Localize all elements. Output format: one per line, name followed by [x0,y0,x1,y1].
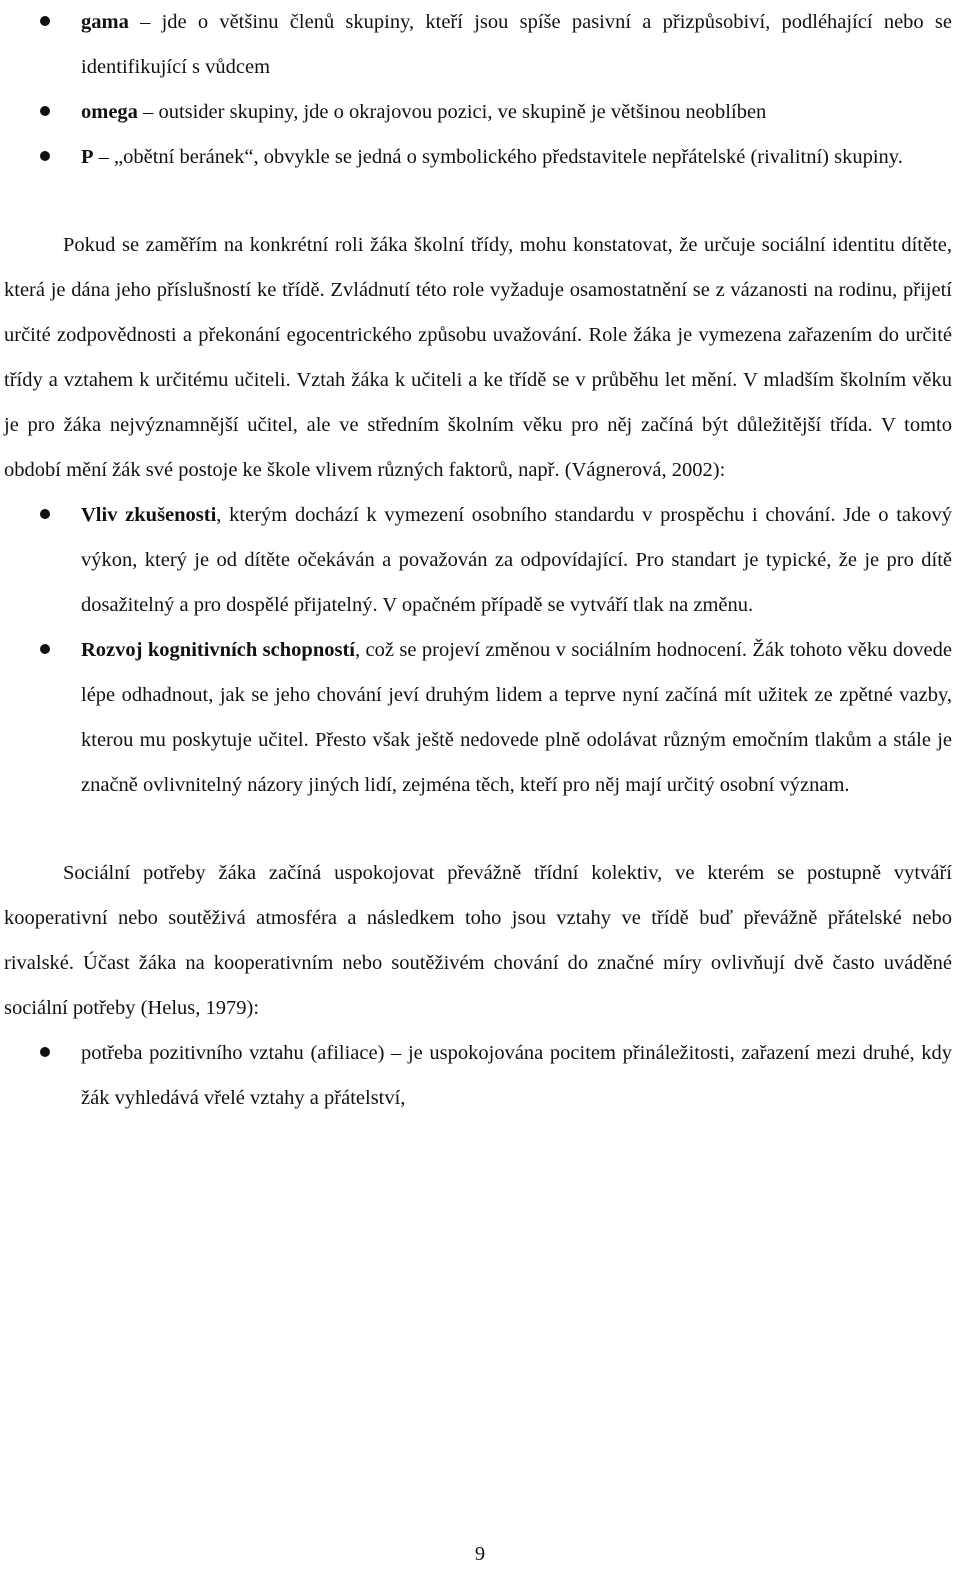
list-item [4,90,952,135]
needs-list [4,1031,952,1121]
item-text: „obětní beránek“, obvykle se jedná o symbolického představitele nepřátelské (rivalitní) skupiny. [114,146,903,168]
item-term: Rozvoj kognitivních schopností [81,639,355,661]
document-page [4,0,952,1121]
spacer [4,808,952,851]
item-term: Vliv zkušenosti [81,504,217,526]
bullet-icon [40,644,50,654]
list-item [4,1031,952,1121]
list-item [4,135,952,180]
bullet-icon [40,106,50,116]
bullet-icon [40,151,50,161]
list-item [4,0,952,90]
item-separator: , [354,639,366,661]
item-text: což se projeví změnou v sociálním hodnocení. Žák tohoto věku dovede lépe odhadnout, jak se jeho chování jeví druhým lidem a teprve nyní začíná mít užitek ze zpětné vazby, kterou mu poskytuje učitel. Přesto však ještě nedovede plně odolávat různým emočním tlakům a stále je značně ovlivnitelný názory jiných lidí, zejména těch, kteří pro něj mají určitý osobní význam. [81,639,952,796]
item-term: omega [81,101,138,123]
list-item [4,628,952,808]
spacer [4,180,952,223]
item-text: potřeba pozitivního vztahu (afiliace) – je uspokojována pocitem přináležitosti, zařazení mezi druhé, kdy žák vyhledává vřelé vztahy a přátelství, [81,1042,952,1109]
item-term: gama [81,11,129,33]
factor-list [4,493,952,808]
role-list [4,0,952,180]
paragraph-student-role: Pokud se zaměřím na konkrétní roli žáka školní třídy, mohu konstatovat, že určuje sociální identitu dítěte, která je dána jeho příslušností ke třídě. Zvládnutí této role vyžaduje osamostatnění se z vázanosti na rodinu, přijetí určité zodpovědnosti a překonání egocentrického způsobu uvažování. Role žáka je vymezena zařazením do určité třídy a vztahem k určitému učiteli. Vztah žáka k učiteli a ke třídě se v průběhu let mění. V mladším školním věku je pro žáka nejvýznamnější učitel, ale ve středním školním věku pro něj začíná být důležitější třída. V tomto období mění žák své postoje ke škole vlivem různých faktorů, např. (Vágnerová, 2002): [4,234,952,481]
bullet-icon [40,1047,50,1057]
item-text: outsider skupiny, jde o okrajovou pozici, ve skupině je většinou neoblíben [158,101,767,123]
bullet-icon [40,16,50,26]
bullet-icon [40,509,50,519]
item-separator: – [93,146,115,168]
item-text: jde o většinu členů skupiny, kteří jsou spíše pasivní a přizpůsobiví, podléhající nebo se identifikující s vůdcem [81,11,952,78]
list-item [4,493,952,628]
page-number: 9 [474,1543,486,1565]
item-separator: – [128,11,162,33]
paragraph-social-needs: Sociální potřeby žáka začíná uspokojovat převážně třídní kolektiv, ve kterém se postupně vytváří kooperativní nebo soutěživá atmosféra a následkem toho jsou vztahy ve třídě buď převážně přátelské nebo rivalské. Účast žáka na kooperativním nebo soutěživém chování do značné míry ovlivňují dvě často uváděné sociální potřeby (Helus, 1979): [4,862,952,1019]
item-text: kterým dochází k vymezení osobního standardu v prospěchu i chování. Jde o takový výkon, který je od dítěte očekáván a považován za odpovídající. Pro standart je typické, že je pro dítě dosažitelný a pro dospělé přijatelný. V opačném případě se vytváří tlak na změnu. [81,504,952,616]
item-separator: – [137,101,159,123]
item-term: P [81,146,94,168]
item-separator: , [216,504,230,526]
